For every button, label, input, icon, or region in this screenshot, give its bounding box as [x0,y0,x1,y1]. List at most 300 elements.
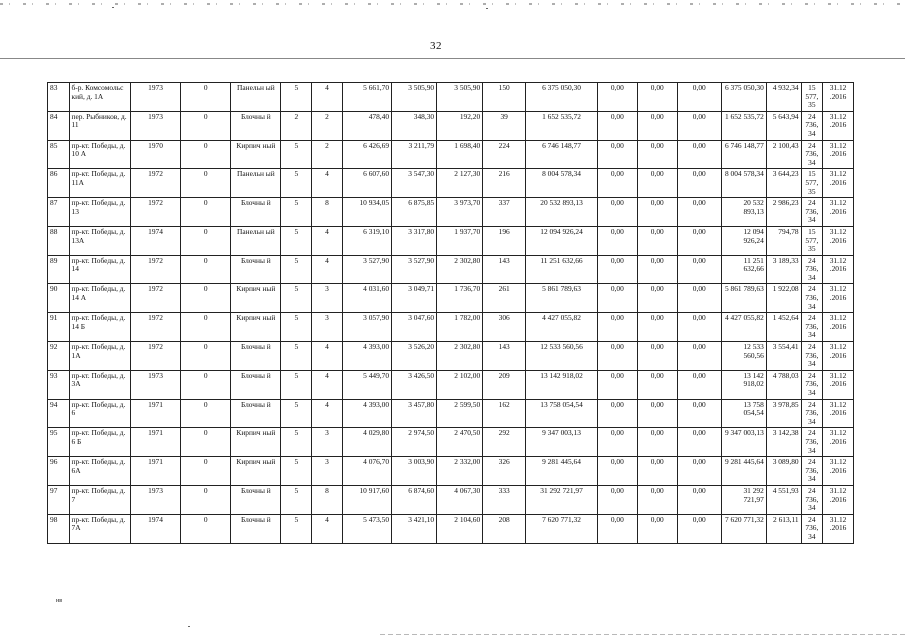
funds-cell-3: 0,00 [677,226,721,255]
table-row [48,111,854,140]
cost-per-sqm-cell: 3 142,38 [766,428,801,457]
row-number-cell: 86 [48,169,70,198]
total-cost-cell: 20 532 893,13 [721,198,766,227]
living-area-cell: 348,30 [392,111,437,140]
zero-cell: 0 [181,198,231,227]
floors-cell: 5 [281,514,312,543]
repair-cost-cell: 20 532 893,13 [526,198,598,227]
living-area-cell: 6 875,85 [392,198,437,227]
year-built-cell: 1971 [130,428,180,457]
residents-cell: 143 [483,255,526,284]
total-cost-cell: 13 142 918,02 [721,370,766,399]
funds-cell-1: 0,00 [597,313,637,342]
entrances-cell: 3 [312,284,343,313]
residential-area-cell: 2 302,80 [437,255,483,284]
entrances-cell: 4 [312,399,343,428]
repair-cost-cell: 12 094 926,24 [526,226,598,255]
row-number-cell: 83 [48,83,70,112]
row-number-cell: 98 [48,514,70,543]
funds-cell-3: 0,00 [677,255,721,284]
funds-cell-2: 0,00 [637,226,677,255]
year-built-cell: 1974 [130,514,180,543]
residents-cell: 39 [483,111,526,140]
wall-material-cell: Блочны й [231,111,281,140]
residential-area-cell: 2 302,80 [437,342,483,371]
funds-cell-1: 0,00 [597,428,637,457]
funds-cell-1: 0,00 [597,342,637,371]
wall-material-cell: Кирпич ный [231,428,281,457]
living-area-cell: 3 547,30 [392,169,437,198]
residents-cell: 224 [483,140,526,169]
table-row [48,226,854,255]
zero-cell: 0 [181,457,231,486]
table-row [48,514,854,543]
total-cost-cell: 6 746 148,77 [721,140,766,169]
year-built-cell: 1970 [130,140,180,169]
funds-cell-2: 0,00 [637,169,677,198]
row-number-cell: 87 [48,198,70,227]
address-cell: пр-кт. Победы, д. 13А [69,226,130,255]
address-cell: пр-кт. Победы, д. 7 [69,485,130,514]
limit-cost-cell: 24 736, 34 [801,428,823,457]
repair-cost-cell: 13 142 918,02 [526,370,598,399]
entrances-cell: 4 [312,342,343,371]
year-built-cell: 1974 [130,226,180,255]
completion-date-cell: 31.12 .2016 [823,428,854,457]
wall-material-cell: Блочны й [231,514,281,543]
floors-cell: 5 [281,255,312,284]
limit-cost-cell: 24 736, 34 [801,140,823,169]
completion-date-cell: 31.12 .2016 [823,370,854,399]
repair-cost-cell: 8 004 578,34 [526,169,598,198]
entrances-cell: 3 [312,313,343,342]
cost-per-sqm-cell: 1 922,08 [766,284,801,313]
funds-cell-2: 0,00 [637,399,677,428]
address-cell: пр-кт. Победы, д. 14 А [69,284,130,313]
limit-cost-cell: 15 577, 35 [801,226,823,255]
residents-cell: 162 [483,399,526,428]
address-cell: пр-кт. Победы, д. 6 [69,399,130,428]
residential-area-cell: 3 973,70 [437,198,483,227]
funds-cell-1: 0,00 [597,399,637,428]
cost-per-sqm-cell: 5 643,94 [766,111,801,140]
entrances-cell: 2 [312,140,343,169]
residential-area-cell: 2 599,50 [437,399,483,428]
zero-cell: 0 [181,169,231,198]
funds-cell-1: 0,00 [597,140,637,169]
repair-cost-cell: 4 427 055,82 [526,313,598,342]
address-cell: б-р. Комсомольс кий, д. 1А [69,83,130,112]
limit-cost-cell: 24 736, 34 [801,198,823,227]
funds-cell-1: 0,00 [597,83,637,112]
table-row [48,169,854,198]
total-cost-cell: 6 375 050,30 [721,83,766,112]
wall-material-cell: Кирпич ный [231,313,281,342]
residents-cell: 306 [483,313,526,342]
scan-speck [486,8,488,9]
total-cost-cell: 9 281 445,64 [721,457,766,486]
entrances-cell: 4 [312,83,343,112]
total-area-cell: 4 029,80 [342,428,391,457]
residents-cell: 337 [483,198,526,227]
total-cost-cell: 31 292 721,97 [721,485,766,514]
completion-date-cell: 31.12 .2016 [823,198,854,227]
funds-cell-2: 0,00 [637,428,677,457]
year-built-cell: 1972 [130,255,180,284]
address-cell: пр-кт. Победы, д. 6А [69,457,130,486]
wall-material-cell: Блочны й [231,255,281,284]
completion-date-cell: 31.12 .2016 [823,284,854,313]
funds-cell-3: 0,00 [677,140,721,169]
funds-cell-2: 0,00 [637,370,677,399]
limit-cost-cell: 24 736, 34 [801,485,823,514]
floors-cell: 5 [281,485,312,514]
floors-cell: 5 [281,198,312,227]
address-cell: пр-кт. Победы, д. 3А [69,370,130,399]
funds-cell-2: 0,00 [637,111,677,140]
residential-area-cell: 1 736,70 [437,284,483,313]
residents-cell: 150 [483,83,526,112]
zero-cell: 0 [181,83,231,112]
year-built-cell: 1972 [130,342,180,371]
table-row [48,485,854,514]
floors-cell: 5 [281,140,312,169]
total-cost-cell: 5 861 789,63 [721,284,766,313]
cost-per-sqm-cell: 4 551,93 [766,485,801,514]
zero-cell: 0 [181,399,231,428]
address-cell: пр-кт. Победы, д. 11А [69,169,130,198]
table-row [48,342,854,371]
limit-cost-cell: 24 736, 34 [801,284,823,313]
funds-cell-1: 0,00 [597,255,637,284]
residents-cell: 333 [483,485,526,514]
limit-cost-cell: 24 736, 34 [801,457,823,486]
completion-date-cell: 31.12 .2016 [823,399,854,428]
funds-cell-3: 0,00 [677,514,721,543]
cost-per-sqm-cell: 3 554,41 [766,342,801,371]
row-number-cell: 93 [48,370,70,399]
completion-date-cell: 31.12 .2016 [823,514,854,543]
limit-cost-cell: 24 736, 34 [801,370,823,399]
address-cell: пр-кт. Победы, д. 6 Б [69,428,130,457]
wall-material-cell: Блочны й [231,342,281,371]
completion-date-cell: 31.12 .2016 [823,457,854,486]
repair-cost-cell: 7 620 771,32 [526,514,598,543]
table-row [48,255,854,284]
table-row [48,313,854,342]
year-built-cell: 1972 [130,198,180,227]
entrances-cell: 8 [312,485,343,514]
limit-cost-cell: 24 736, 34 [801,514,823,543]
funds-cell-2: 0,00 [637,198,677,227]
funds-cell-2: 0,00 [637,83,677,112]
wall-material-cell: Блочны й [231,198,281,227]
residential-area-cell: 2 104,60 [437,514,483,543]
table-row [48,370,854,399]
year-built-cell: 1971 [130,457,180,486]
residents-cell: 209 [483,370,526,399]
row-number-cell: 96 [48,457,70,486]
year-built-cell: 1972 [130,169,180,198]
total-cost-cell: 13 758 054,54 [721,399,766,428]
wall-material-cell: Блочны й [231,370,281,399]
cost-per-sqm-cell: 3 978,85 [766,399,801,428]
completion-date-cell: 31.12 .2016 [823,255,854,284]
repair-cost-cell: 13 758 054,54 [526,399,598,428]
row-number-cell: 92 [48,342,70,371]
floors-cell: 5 [281,399,312,428]
funds-cell-3: 0,00 [677,485,721,514]
funds-cell-1: 0,00 [597,226,637,255]
residential-area-cell: 2 470,50 [437,428,483,457]
year-built-cell: 1973 [130,111,180,140]
living-area-cell: 3 421,10 [392,514,437,543]
funds-cell-3: 0,00 [677,313,721,342]
table-row [48,140,854,169]
completion-date-cell: 31.12 .2016 [823,342,854,371]
footer-mark: нв [56,598,63,604]
total-area-cell: 4 031,60 [342,284,391,313]
limit-cost-cell: 15 577, 35 [801,169,823,198]
completion-date-cell: 31.12 .2016 [823,169,854,198]
total-cost-cell: 8 004 578,34 [721,169,766,198]
total-area-cell: 6 607,60 [342,169,391,198]
limit-cost-cell: 24 736, 34 [801,313,823,342]
living-area-cell: 6 874,60 [392,485,437,514]
floors-cell: 5 [281,457,312,486]
table-row [48,457,854,486]
scan-speck [188,626,190,627]
total-area-cell: 10 917,60 [342,485,391,514]
funds-cell-3: 0,00 [677,198,721,227]
floors-cell: 5 [281,313,312,342]
wall-material-cell: Блочны й [231,485,281,514]
funds-cell-2: 0,00 [637,140,677,169]
zero-cell: 0 [181,226,231,255]
living-area-cell: 3 211,79 [392,140,437,169]
residents-cell: 216 [483,169,526,198]
residents-cell: 208 [483,514,526,543]
cost-per-sqm-cell: 2 986,23 [766,198,801,227]
funds-cell-2: 0,00 [637,457,677,486]
funds-cell-2: 0,00 [637,313,677,342]
table-row [48,428,854,457]
living-area-cell: 3 457,80 [392,399,437,428]
completion-date-cell: 31.12 .2016 [823,226,854,255]
wall-material-cell: Панельн ый [231,83,281,112]
limit-cost-cell: 15 577, 35 [801,83,823,112]
year-built-cell: 1973 [130,370,180,399]
residential-area-cell: 1 698,40 [437,140,483,169]
address-cell: пр-кт. Победы, д. 10 А [69,140,130,169]
floors-cell: 5 [281,169,312,198]
zero-cell: 0 [181,111,231,140]
address-cell: пр-кт. Победы, д. 7А [69,514,130,543]
row-number-cell: 84 [48,111,70,140]
entrances-cell: 4 [312,169,343,198]
year-built-cell: 1972 [130,284,180,313]
limit-cost-cell: 24 736, 34 [801,255,823,284]
floors-cell: 5 [281,370,312,399]
zero-cell: 0 [181,485,231,514]
wall-material-cell: Блочны й [231,399,281,428]
entrances-cell: 4 [312,514,343,543]
funds-cell-3: 0,00 [677,111,721,140]
completion-date-cell: 31.12 .2016 [823,313,854,342]
residential-area-cell: 192,20 [437,111,483,140]
residents-cell: 261 [483,284,526,313]
funds-cell-1: 0,00 [597,514,637,543]
total-cost-cell: 12 094 926,24 [721,226,766,255]
funds-cell-1: 0,00 [597,485,637,514]
limit-cost-cell: 24 736, 34 [801,111,823,140]
funds-cell-2: 0,00 [637,255,677,284]
scan-artifact-bottom [380,634,905,635]
zero-cell: 0 [181,342,231,371]
page-number: 32 [430,40,442,52]
cost-per-sqm-cell: 3 089,80 [766,457,801,486]
address-cell: пр-кт. Победы, д. 13 [69,198,130,227]
total-cost-cell: 9 347 003,13 [721,428,766,457]
zero-cell: 0 [181,140,231,169]
limit-cost-cell: 24 736, 34 [801,342,823,371]
total-area-cell: 478,40 [342,111,391,140]
year-built-cell: 1973 [130,83,180,112]
total-cost-cell: 7 620 771,32 [721,514,766,543]
repair-cost-cell: 6 746 148,77 [526,140,598,169]
residential-area-cell: 4 067,30 [437,485,483,514]
funds-cell-2: 0,00 [637,342,677,371]
residents-cell: 292 [483,428,526,457]
completion-date-cell: 31.12 .2016 [823,83,854,112]
zero-cell: 0 [181,370,231,399]
address-cell: пр-кт. Победы, д. 14 Б [69,313,130,342]
funds-cell-3: 0,00 [677,370,721,399]
living-area-cell: 3 527,90 [392,255,437,284]
scan-artifact-top [0,3,905,5]
wall-material-cell: Кирпич ный [231,284,281,313]
floors-cell: 5 [281,284,312,313]
row-number-cell: 89 [48,255,70,284]
completion-date-cell: 31.12 .2016 [823,140,854,169]
zero-cell: 0 [181,428,231,457]
address-cell: пр-кт. Победы, д. 1А [69,342,130,371]
entrances-cell: 4 [312,255,343,284]
total-area-cell: 4 393,00 [342,399,391,428]
residential-area-cell: 1 937,70 [437,226,483,255]
living-area-cell: 3 003,90 [392,457,437,486]
funds-cell-3: 0,00 [677,457,721,486]
residents-cell: 143 [483,342,526,371]
entrances-cell: 3 [312,457,343,486]
residential-area-cell: 3 505,90 [437,83,483,112]
zero-cell: 0 [181,313,231,342]
housing-register-table [47,82,854,544]
row-number-cell: 95 [48,428,70,457]
floors-cell: 5 [281,83,312,112]
cost-per-sqm-cell: 2 613,11 [766,514,801,543]
total-area-cell: 4 393,00 [342,342,391,371]
entrances-cell: 4 [312,370,343,399]
repair-cost-cell: 11 251 632,66 [526,255,598,284]
row-number-cell: 88 [48,226,70,255]
wall-material-cell: Кирпич ный [231,140,281,169]
floors-cell: 5 [281,342,312,371]
zero-cell: 0 [181,514,231,543]
row-number-cell: 94 [48,399,70,428]
funds-cell-1: 0,00 [597,111,637,140]
funds-cell-1: 0,00 [597,284,637,313]
row-number-cell: 85 [48,140,70,169]
total-area-cell: 10 934,05 [342,198,391,227]
table-row [48,198,854,227]
residential-area-cell: 2 127,30 [437,169,483,198]
repair-cost-cell: 1 652 535,72 [526,111,598,140]
wall-material-cell: Панельн ый [231,169,281,198]
living-area-cell: 3 047,60 [392,313,437,342]
table-row [48,399,854,428]
cost-per-sqm-cell: 1 452,64 [766,313,801,342]
funds-cell-3: 0,00 [677,428,721,457]
residents-cell: 326 [483,457,526,486]
funds-cell-3: 0,00 [677,399,721,428]
zero-cell: 0 [181,284,231,313]
total-cost-cell: 4 427 055,82 [721,313,766,342]
entrances-cell: 3 [312,428,343,457]
living-area-cell: 3 426,50 [392,370,437,399]
cost-per-sqm-cell: 3 189,33 [766,255,801,284]
living-area-cell: 3 049,71 [392,284,437,313]
table-body [48,83,854,544]
completion-date-cell: 31.12 .2016 [823,485,854,514]
scan-rule-top [0,58,905,59]
living-area-cell: 3 526,20 [392,342,437,371]
repair-cost-cell: 5 861 789,63 [526,284,598,313]
repair-cost-cell: 6 375 050,30 [526,83,598,112]
total-cost-cell: 11 251 632,66 [721,255,766,284]
funds-cell-1: 0,00 [597,370,637,399]
funds-cell-3: 0,00 [677,284,721,313]
year-built-cell: 1973 [130,485,180,514]
completion-date-cell: 31.12 .2016 [823,111,854,140]
total-cost-cell: 12 533 560,56 [721,342,766,371]
total-area-cell: 3 057,90 [342,313,391,342]
cost-per-sqm-cell: 2 100,43 [766,140,801,169]
row-number-cell: 97 [48,485,70,514]
funds-cell-1: 0,00 [597,169,637,198]
total-area-cell: 3 527,90 [342,255,391,284]
funds-cell-2: 0,00 [637,485,677,514]
scan-speck [112,7,114,8]
repair-cost-cell: 12 533 560,56 [526,342,598,371]
total-area-cell: 5 473,50 [342,514,391,543]
repair-cost-cell: 31 292 721,97 [526,485,598,514]
cost-per-sqm-cell: 4 788,03 [766,370,801,399]
address-cell: пер. Рыбников, д. 11 [69,111,130,140]
floors-cell: 5 [281,226,312,255]
residential-area-cell: 2 102,00 [437,370,483,399]
entrances-cell: 2 [312,111,343,140]
table-row [48,83,854,112]
zero-cell: 0 [181,255,231,284]
living-area-cell: 3 505,90 [392,83,437,112]
funds-cell-3: 0,00 [677,83,721,112]
address-cell: пр-кт. Победы, д. 14 [69,255,130,284]
funds-cell-1: 0,00 [597,457,637,486]
funds-cell-3: 0,00 [677,342,721,371]
total-area-cell: 6 319,10 [342,226,391,255]
total-area-cell: 5 661,70 [342,83,391,112]
